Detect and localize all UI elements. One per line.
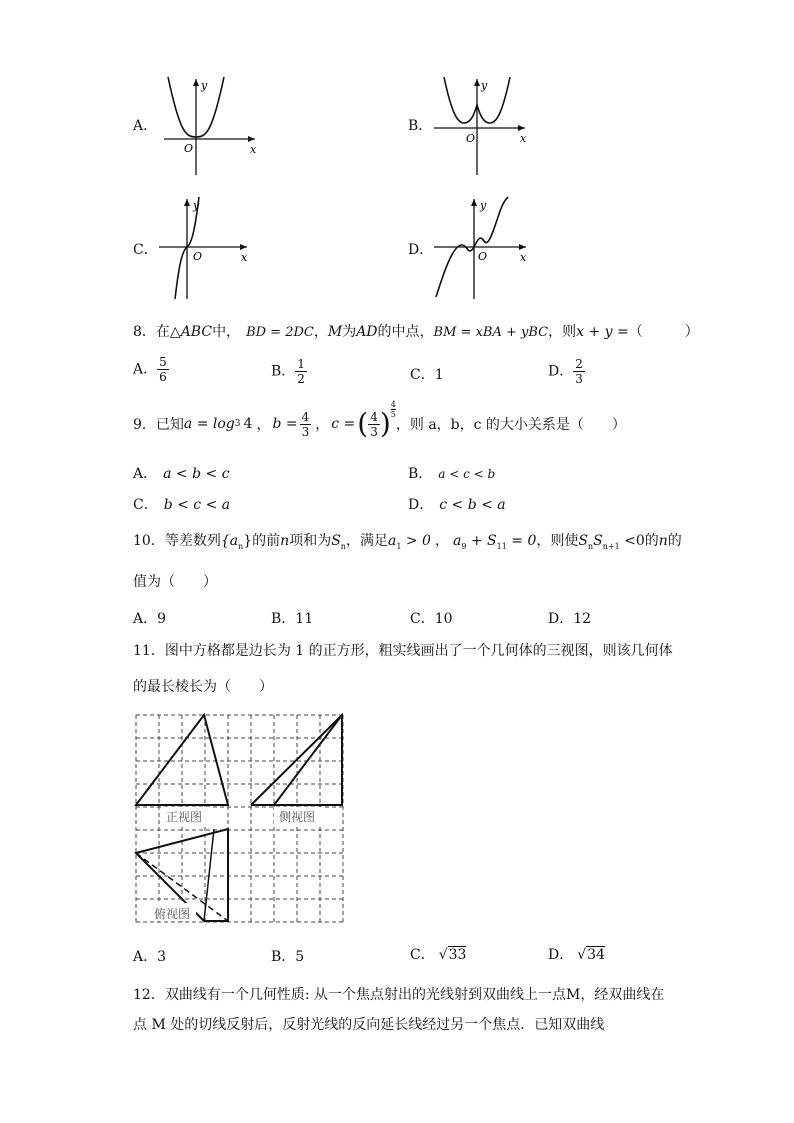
axis-y-label: y xyxy=(193,199,200,212)
option-letter: D． xyxy=(548,947,574,963)
radicand: 34 xyxy=(587,947,605,963)
answer-paren: （ ） xyxy=(628,324,699,340)
axis-x-label: x xyxy=(241,251,248,264)
option-text: a < c < b xyxy=(438,467,496,481)
var-n: n xyxy=(658,533,668,549)
b-def: b = xyxy=(272,416,298,432)
log-arg: 4 xyxy=(243,416,253,432)
q8-option-d[interactable] xyxy=(548,357,585,386)
option-text: b < c < a xyxy=(163,497,231,513)
q10-text: ，满足 xyxy=(345,533,388,549)
q11-stem-line1: 11．图中方格都是边长为 1 的正方形，粗实线画出了一个几何体的三视图，则该几何体 xyxy=(133,643,673,659)
option-letter: C． xyxy=(133,242,158,258)
q11-option-b[interactable]: B．5 xyxy=(271,949,305,965)
frac-den: 3 xyxy=(301,424,310,439)
q10-text: 的前 xyxy=(252,533,281,549)
frac-num: 1 xyxy=(297,357,305,371)
origin-label: O xyxy=(193,250,203,263)
axis-y-label: y xyxy=(480,199,487,212)
cond-1: a xyxy=(387,533,397,549)
q10-text: 的 xyxy=(644,533,659,549)
prod-tail: <0 xyxy=(619,533,645,549)
subscript: n xyxy=(340,541,346,551)
a-def: a = log xyxy=(183,416,235,432)
option-letter: D． xyxy=(408,242,434,258)
var-n: n xyxy=(280,533,290,549)
subscript: n xyxy=(587,541,594,551)
top-view-label: 俯视图 xyxy=(154,907,191,921)
option-letter: C． xyxy=(133,497,158,513)
q9-number: 9．已知 xyxy=(133,417,184,433)
front-view-label: 正视图 xyxy=(166,810,203,824)
log-base: 3 xyxy=(234,419,241,429)
q8-text: ，则 xyxy=(548,324,577,340)
q8-text: ， xyxy=(313,324,328,340)
option-letter: A． xyxy=(133,118,158,134)
q9-option-a[interactable] xyxy=(133,463,230,483)
option-letter: C． xyxy=(410,947,435,963)
option-letter: B． xyxy=(408,466,433,482)
option-letter: C． xyxy=(410,367,435,383)
option-text: c < b < a xyxy=(439,497,506,513)
option-letter: B． xyxy=(271,363,296,380)
q12-stem-line2: 点 M 处的切线反射后，反射光线的反向延长线经过另一个焦点．已知双曲线 xyxy=(133,1017,605,1033)
radicand: 33 xyxy=(448,947,467,963)
frac-num: 4 xyxy=(301,409,310,424)
cond-2-mid: + S xyxy=(466,533,497,549)
q8-text: 中， xyxy=(212,324,241,340)
q8-text: 的中点， xyxy=(377,324,434,340)
option-letter: D． xyxy=(548,363,574,380)
q9-option-c[interactable] xyxy=(133,494,230,514)
q9-option-d[interactable] xyxy=(408,494,506,514)
q11-option-d[interactable]: D． √34 xyxy=(548,947,605,963)
axis-x-label: x xyxy=(250,143,257,156)
vector-eq-2: BM = xBA + yBC xyxy=(433,325,549,340)
frac-den: 3 xyxy=(575,372,583,386)
vector-eq-1: BD = 2DC xyxy=(246,325,314,340)
q8-option-b[interactable] xyxy=(271,357,307,386)
option-letter: A． xyxy=(133,361,158,378)
prod-s: S xyxy=(578,533,588,549)
point-m: M xyxy=(327,324,343,340)
x-plus-y: x + y = xyxy=(576,324,629,340)
triangle-abc: △ABC xyxy=(169,324,213,340)
q10-option-b[interactable]: B．11 xyxy=(271,611,314,627)
q10-option-d[interactable]: D．12 xyxy=(548,611,592,627)
frac-num: 2 xyxy=(575,357,583,371)
q9-text: ，则 a，b，c 的大小关系是（ ） xyxy=(395,417,626,433)
q11-stem-line2: 的最长棱长为（ ） xyxy=(133,679,273,695)
q10-text: 10．等差数列 xyxy=(133,533,221,549)
q10-text: 的 xyxy=(667,533,682,549)
frac-den: 2 xyxy=(297,372,305,386)
q11-option-a[interactable]: A．3 xyxy=(133,949,167,965)
q10-stem-line1: 10．等差数列$\{a_n\}$的前n项和为$S_n$，满足$a_1 > 0$ ， $a_9 + S_{11} = 0$，则使$S_nS_{n+1} <0$的n的 xyxy=(133,533,682,551)
graph-d xyxy=(430,195,538,303)
graph-a xyxy=(160,75,260,180)
side-view-label: 侧视图 xyxy=(279,810,316,824)
axis-y-label: y xyxy=(201,79,208,92)
var-s: S xyxy=(331,533,341,549)
subscript: n+1 xyxy=(602,541,620,551)
graph-c xyxy=(155,195,255,303)
subscript: 1 xyxy=(396,541,402,551)
q8-text: 为 xyxy=(342,324,357,340)
subscript: 9 xyxy=(461,541,467,551)
subscript: 11 xyxy=(496,541,507,551)
graph-b xyxy=(430,75,535,180)
axis-x-label: x xyxy=(520,251,527,264)
q9-stem: 9．已知 a = log 3 4 ， b = $\frac{4}{3}$ ， c = ( $\frac{4}{3}$ ) 4 5 ，则 a，b，c 的大小关系是（ ） xyxy=(133,400,626,440)
segment-ad: AD xyxy=(356,324,378,340)
q10-text: ，则使 xyxy=(536,533,579,549)
three-view-grid xyxy=(134,713,348,925)
q11-option-c[interactable]: C． √33 xyxy=(410,947,467,963)
exponent: 4 5 xyxy=(390,400,396,419)
frac-den: 3 xyxy=(370,424,378,439)
q8-option-a[interactable] xyxy=(133,355,169,384)
brace: } xyxy=(243,533,253,549)
q8-stem xyxy=(133,321,699,341)
option-text: a < b < c xyxy=(163,466,230,482)
frac-den: 6 xyxy=(159,370,167,384)
q10-text: 项和为 xyxy=(289,533,332,549)
axis-y-label: y xyxy=(481,79,488,92)
q10-stem-line2: 值为（ ） xyxy=(133,574,217,590)
q9-option-b[interactable] xyxy=(408,463,495,483)
q10-option-c[interactable]: C．10 xyxy=(410,611,453,627)
cond-2: a xyxy=(452,533,462,549)
q12-stem-line1: 12．双曲线有一个几何性质: 从一个焦点射出的光线射到双曲线上一点M，经双曲线在 xyxy=(133,987,665,1003)
option-letter: B． xyxy=(408,118,433,134)
c-def: c = xyxy=(331,416,356,432)
origin-label: O xyxy=(478,250,488,263)
q8-option-c[interactable] xyxy=(410,364,444,384)
seq-name: {a xyxy=(220,533,239,549)
q8-number: 8．在 xyxy=(133,324,170,340)
frac-num: 4 xyxy=(370,409,378,424)
origin-label: O xyxy=(466,132,476,145)
cond-2-tail: = 0 xyxy=(506,533,537,549)
origin-label: O xyxy=(184,142,194,155)
option-value: 1 xyxy=(434,367,444,383)
subscript: n xyxy=(238,541,244,551)
q10-option-a[interactable]: A．9 xyxy=(133,611,167,627)
side-view-shape xyxy=(251,715,342,805)
option-letter: D． xyxy=(408,497,434,513)
prod-s2: S xyxy=(593,533,603,549)
option-letter: A． xyxy=(133,466,158,482)
frac-num: 5 xyxy=(159,355,167,369)
axis-x-label: x xyxy=(520,132,527,145)
cond-1-tail: > 0 xyxy=(401,533,431,549)
